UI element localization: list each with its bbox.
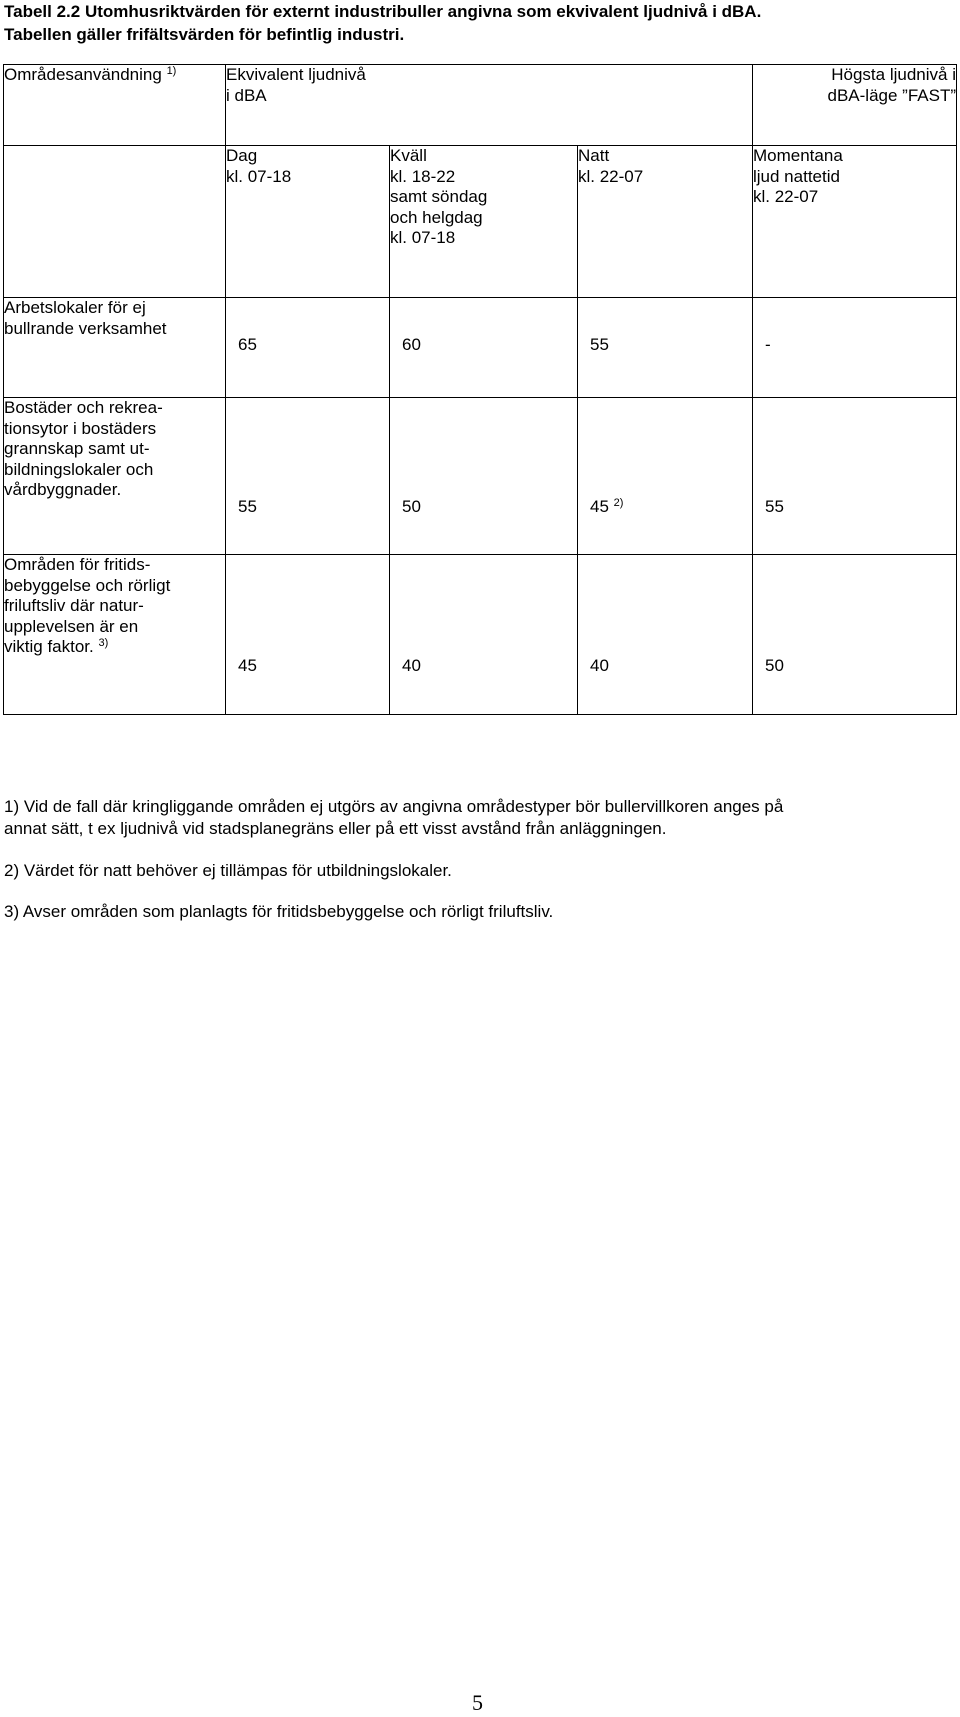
value-day: 55: [226, 398, 390, 555]
footnotes: [4, 796, 944, 923]
table-caption: [4, 0, 944, 46]
footnote-3: 3) Avser områden som planlagts för fritidsbebyggelse och rörligt friluftsliv.: [4, 902, 554, 921]
subheader-night: Natt kl. 22-07: [578, 146, 753, 298]
footnote-ref-1: 1): [166, 65, 177, 77]
subheader-day: Dag kl. 07-18: [226, 146, 390, 298]
value-momentary: 55: [753, 398, 957, 555]
header-max-level: Högsta ljudnivå i dBA-läge ”FAST”: [753, 65, 957, 146]
table-row: [4, 298, 957, 398]
caption-line-1: Tabell 2.2 Utomhusriktvärden för externt industribuller angivna som ekvivalent ljudnivå i dBA.: [4, 2, 762, 21]
page-number: 5: [472, 1690, 483, 1715]
value-momentary: 50: [753, 555, 957, 715]
footnote-1: 1) Vid de fall där kringliggande områden ej utgörs av angivna områdestyper bör bullervillkoren anges på annat sätt, t ex ljudnivå vid stadsplanegräns eller på ett visst avstånd från anläggningen.: [4, 797, 784, 838]
value-day: 45: [226, 555, 390, 715]
value-night: 55: [578, 298, 753, 398]
value-evening: 50: [390, 398, 578, 555]
header-equivalent-level: Ekvivalent ljudnivå i dBA: [226, 65, 753, 146]
row-label: Bostäder och rekrea- tionsytor i bostäders grannskap samt ut- bildningslokaler och vårdbyggnader.: [4, 398, 226, 555]
footnote-ref-2: 2): [613, 497, 624, 509]
subheader-momentary: Momentana ljud nattetid kl. 22-07: [753, 146, 957, 298]
value-night: 45 $^{2)}$: [578, 398, 753, 555]
row-label: Områden för fritids- bebyggelse och rörligt friluftsliv där natur- upplevelsen är en viktig faktor. $^{3)}$: [4, 555, 226, 715]
subheader-evening: Kväll kl. 18-22 samt söndag och helgdag kl. 07-18: [390, 146, 578, 298]
footnote-ref-3: 3): [98, 637, 109, 649]
value-night: 40: [578, 555, 753, 715]
caption-line-2: Tabellen gäller frifältsvärden för befintlig industri.: [4, 25, 405, 44]
value-evening: 60: [390, 298, 578, 398]
subheader-row: [4, 146, 957, 298]
footnote-2: 2) Värdet för natt behöver ej tillämpas för utbildningslokaler.: [4, 861, 452, 880]
value-day: 65: [226, 298, 390, 398]
header-area-use: Områdesanvändning $^{1)}$: [4, 65, 226, 146]
value-momentary: -: [753, 298, 957, 398]
row-label: Arbetslokaler för ej bullrande verksamhet: [4, 298, 226, 398]
subheader-empty: [4, 146, 226, 298]
table-row: [4, 398, 957, 555]
table-row: [4, 555, 957, 715]
header-row: [4, 65, 957, 146]
value-evening: 40: [390, 555, 578, 715]
noise-guideline-table: [3, 64, 957, 715]
